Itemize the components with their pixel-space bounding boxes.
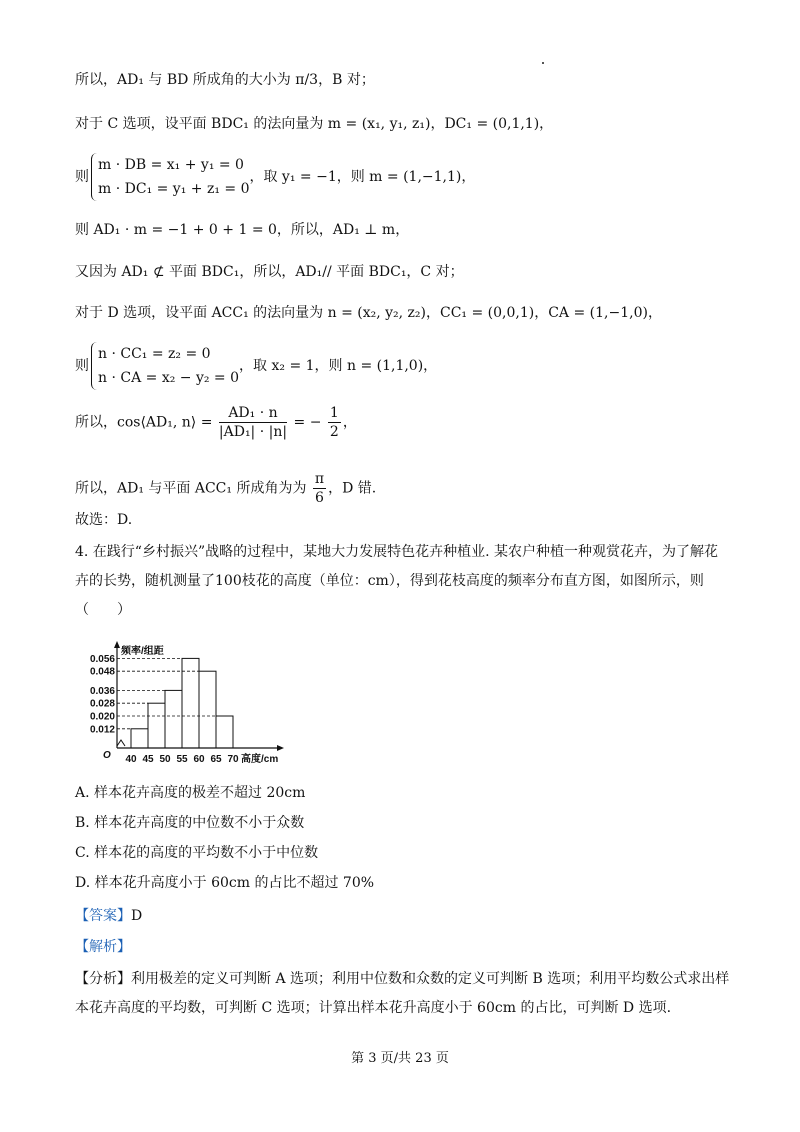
origin-label: O <box>103 750 111 761</box>
conclusion: ，D 错. <box>328 480 377 497</box>
solution-line-5: 又因为 AD₁ ⊄ 平面 BDC₁，所以，AD₁// 平面 BDC₁，C 对； <box>75 264 464 280</box>
option-b: B. 样本花卉高度的中位数不小于众数 <box>75 815 305 831</box>
fraction-denominator: 2 <box>329 424 339 440</box>
x-tick-label: 45 <box>142 754 154 765</box>
x-axis-label: 高度/cm <box>241 754 279 765</box>
answer-line <box>75 906 142 926</box>
solution-line-3: 则m · DB = x₁ + y₁ = 0 m · DC₁ = y₁ + z₁ = 0，取 y₁ = −1，则 m = (1,−1,1)， <box>75 153 475 201</box>
equation-tail: ，取 y₁ = −1，则 m = (1,−1,1)， <box>249 169 476 185</box>
y-tick-label: 0.012 <box>89 724 115 736</box>
solution-line-2: 对于 C 选项，设平面 BDC₁ 的法向量为 m = (x₁, y₁, z₁)，DC₁ = (0,1,1)， <box>75 116 554 132</box>
stray-dot <box>542 62 544 64</box>
frequency-histogram <box>72 638 292 768</box>
histogram-bar <box>165 690 182 748</box>
solution-line-6: 对于 D 选项，设平面 ACC₁ 的法向量为 n = (x₂, y₂, z₂)，CC₁ = (0,0,1)，CA = (1,−1,0)， <box>75 305 662 321</box>
fraction-denominator: 6 <box>315 490 324 506</box>
angle-statement: 所以，AD₁ 与平面 ACC₁ 所成角为为 <box>75 480 307 497</box>
cos-fraction <box>219 404 287 441</box>
histogram-bar <box>148 703 165 748</box>
equation: m · DB = x₁ + y₁ = 0 <box>98 157 244 173</box>
equation: m · DC₁ = y₁ + z₁ = 0 <box>98 181 250 197</box>
fraction-numerator: 1 <box>329 405 339 421</box>
y-tick-label: 0.036 <box>89 685 115 697</box>
solution-line-4: 则 AD₁ · m = −1 + 0 + 1 = 0，所以，AD₁ ⊥ m， <box>75 222 410 238</box>
histogram-bar <box>182 658 199 748</box>
fraction-numerator: AD₁ · n <box>219 404 287 423</box>
analysis-head: 【分析】 <box>75 971 131 987</box>
histogram-bar <box>216 716 233 748</box>
equation-system-2 <box>91 342 239 390</box>
pi-over-6 <box>313 470 326 507</box>
y-tick-label: 0.048 <box>89 666 115 678</box>
y-tick-label: 0.028 <box>89 698 115 710</box>
question-stem: 4. 在践行“乡村振兴”战略的过程中，某地大力发展特色花卉种植业. 某农户种植一种观赏花卉，为了解花卉的长势，随机测量了100枝花的高度（单位：cm），得到花枝高度的频率分布直方图，如图所示，则（ ） <box>75 544 719 618</box>
y-axis-label: 频率/组距 <box>121 646 164 657</box>
solution-line-9 <box>75 470 376 507</box>
answer-label: 【答案】 <box>75 908 131 924</box>
page-footer: 第 3 页/共 23 页 <box>351 1051 449 1066</box>
solution-choice: 故选：D. <box>75 512 133 528</box>
y-tick-label: 0.056 <box>89 653 115 665</box>
answer-value: D <box>131 908 143 924</box>
punctuation: ， <box>342 414 357 431</box>
x-tick-label: 40 <box>125 754 137 765</box>
equation: n · CC₁ = z₂ = 0 <box>98 346 211 362</box>
y-tick-label: 0.020 <box>89 711 115 723</box>
axis-break-mark <box>117 740 125 746</box>
x-tick-label: 70 <box>227 754 239 765</box>
x-tick-label: 65 <box>210 754 222 765</box>
half-fraction <box>328 404 341 441</box>
equation: n · CA = x₂ − y₂ = 0 <box>98 370 240 386</box>
cos-expression: 所以，cos⟨AD₁, n⟩ = <box>75 414 213 431</box>
solution-line-7: 则n · CC₁ = z₂ = 0 n · CA = x₂ − y₂ = 0，取 x₂ = 1，则 n = (1,1,0)， <box>75 342 437 390</box>
x-tick-label: 60 <box>193 754 205 765</box>
analysis-label-line <box>75 937 131 957</box>
x-tick-label: 50 <box>159 754 171 765</box>
solution-line-8 <box>75 404 357 441</box>
x-tick-label: 55 <box>176 754 188 765</box>
analysis-text: 利用极差的定义可判断 A 选项；利用中位数和众数的定义可判断 B 选项；利用平均数公式求出样本花卉高度的平均数，可判断 C 选项；计算出样本花升高度小于 60cm 的占比，可判断 D 选项. <box>75 971 730 1016</box>
histogram-bar <box>199 671 216 748</box>
option-d: D. 样本花升高度小于 60cm 的占比不超过 70% <box>75 875 375 891</box>
solution-line-1: 所以，AD₁ 与 BD 所成角的大小为 π/3，B 对； <box>75 72 375 88</box>
histogram-bar <box>131 729 148 748</box>
equation-system-1 <box>91 153 249 201</box>
analysis-label: 【解析】 <box>75 939 131 955</box>
option-a: A. 样本花卉高度的极差不超过 20cm <box>75 785 306 801</box>
y-axis-arrow <box>114 641 120 648</box>
equals-minus: = − <box>293 414 322 431</box>
fraction-denominator: |AD₁| · |n| <box>218 424 288 440</box>
x-axis-arrow <box>277 745 284 751</box>
analysis-paragraph <box>75 965 730 1023</box>
fraction-numerator: π <box>314 471 325 487</box>
equation-tail: ，取 x₂ = 1，则 n = (1,1,0)， <box>239 358 438 374</box>
option-c: C. 样本花的高度的平均数不小于中位数 <box>75 845 319 861</box>
